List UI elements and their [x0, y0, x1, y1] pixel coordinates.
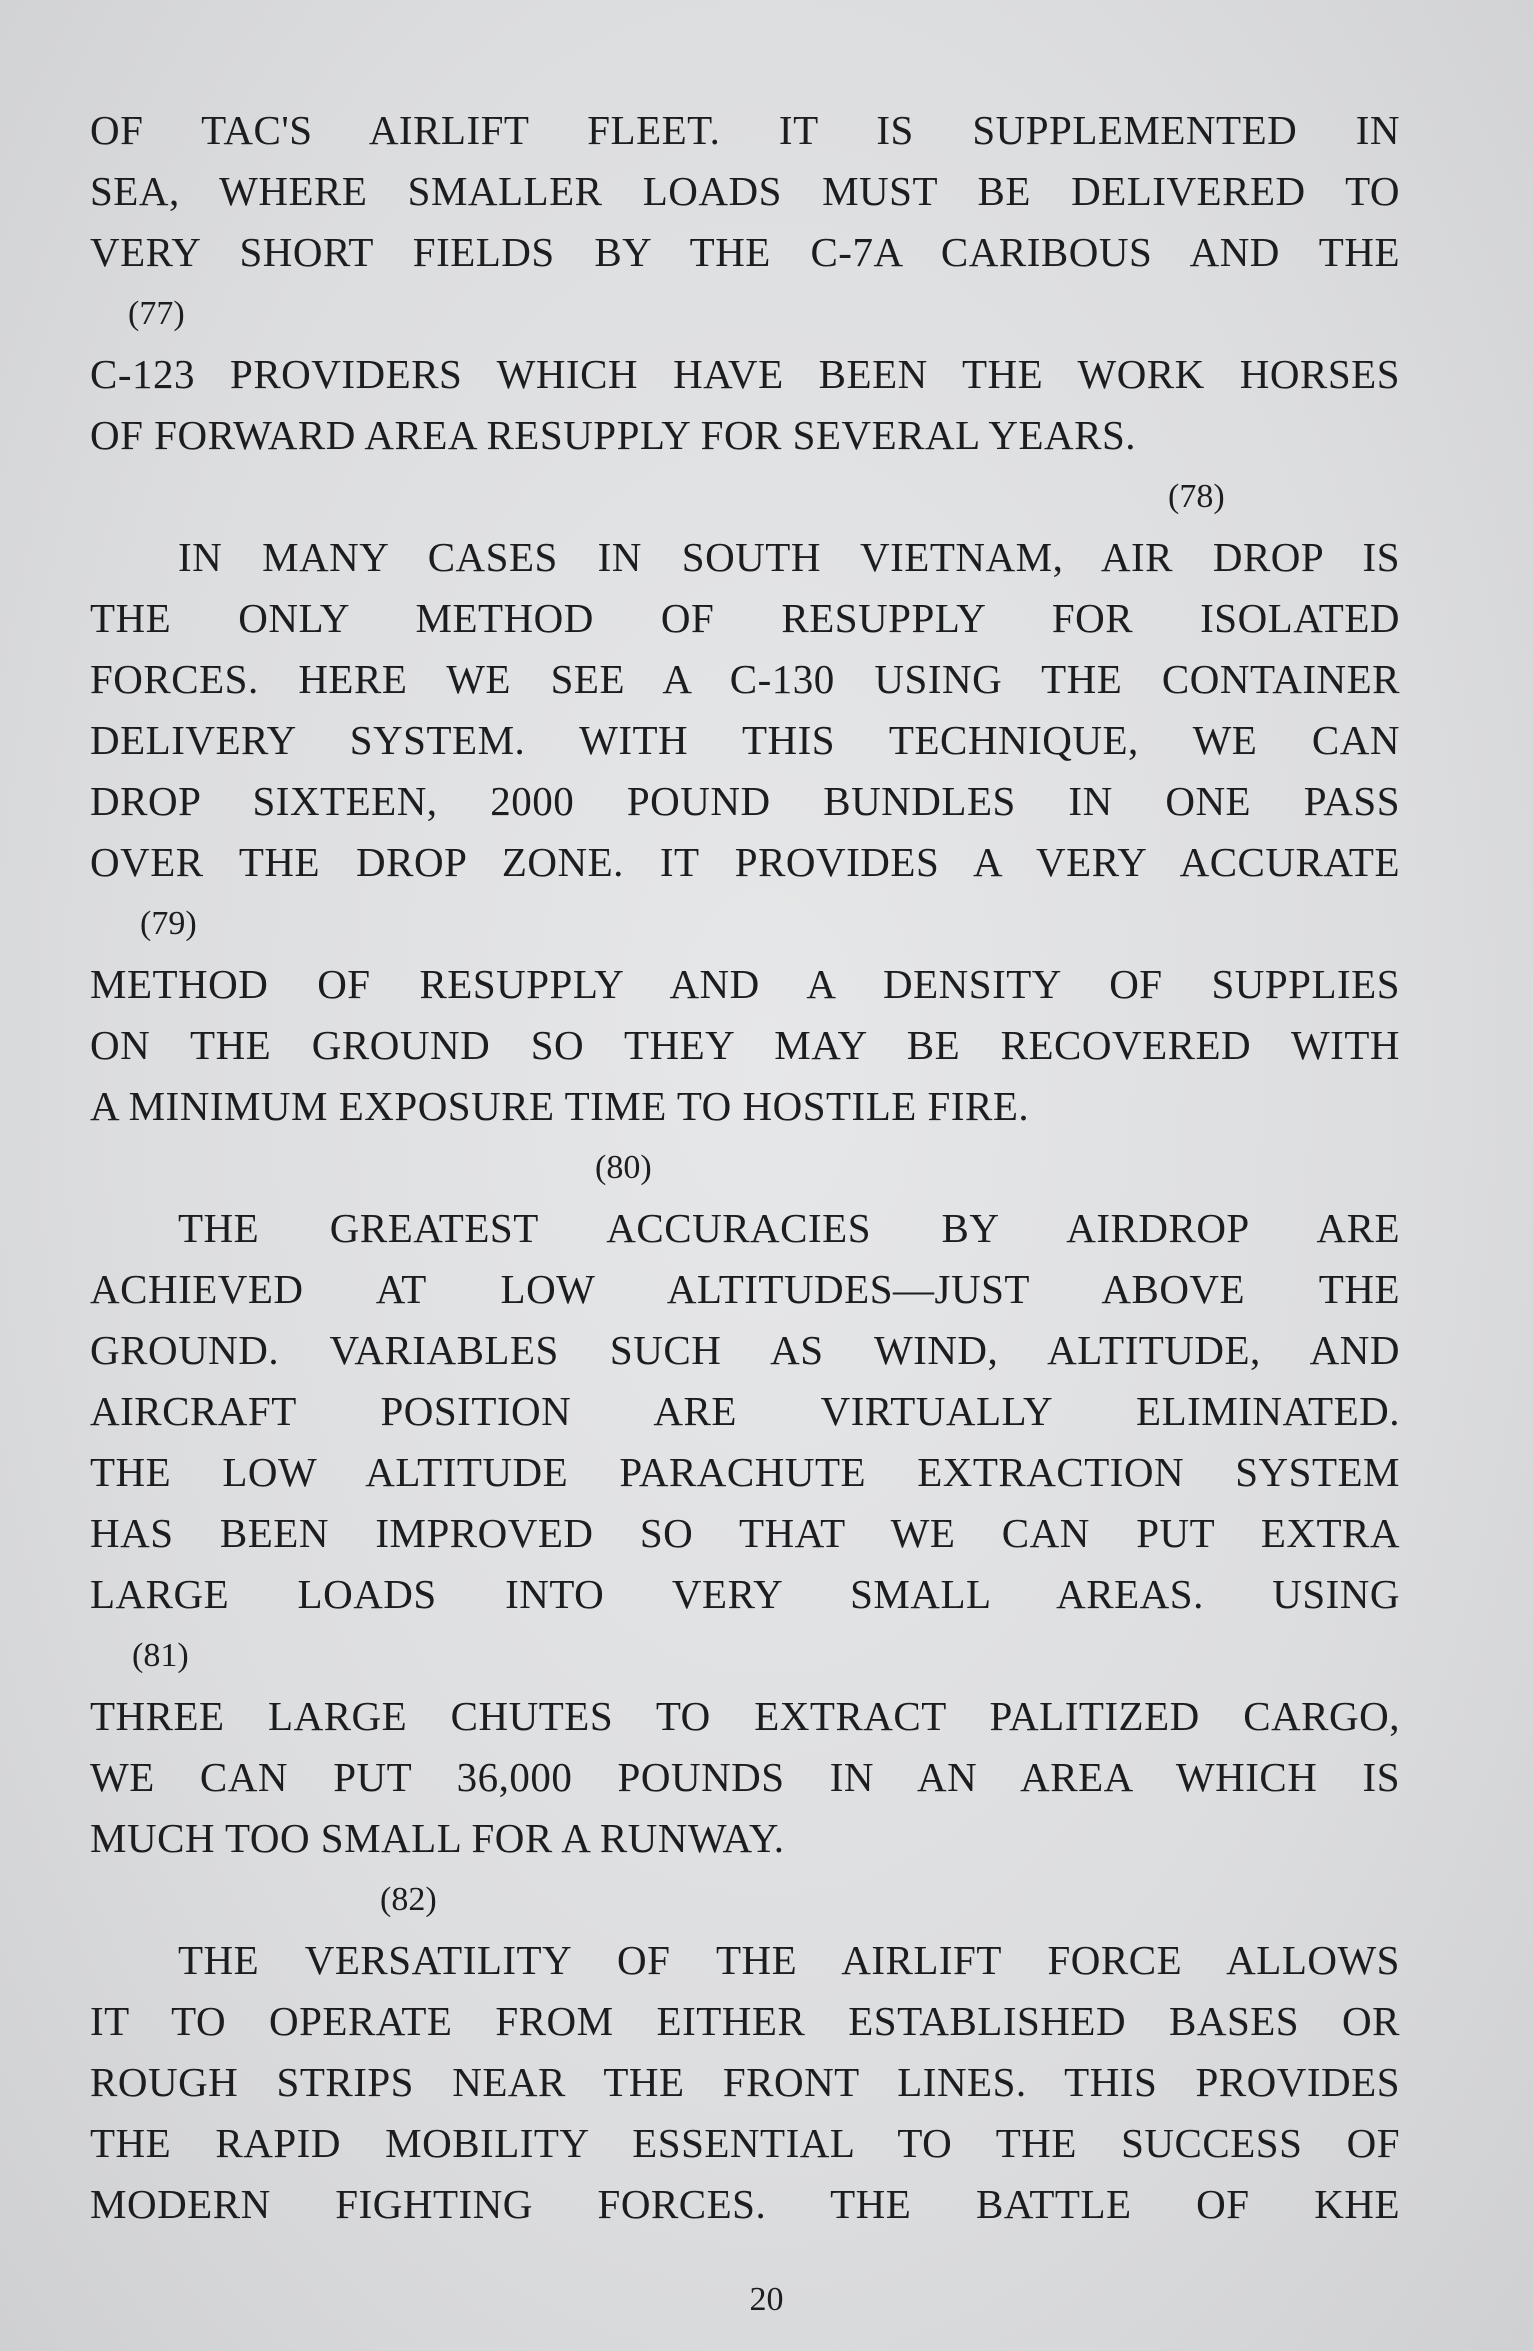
page-number: 20	[749, 2281, 784, 2318]
text-line: WE CAN PUT 36,000 POUNDS IN AN AREA WHICH IS	[90, 1754, 1400, 1800]
slide-marker-81: (81)	[132, 1637, 189, 1674]
text-line: MODERN FIGHTING FORCES. THE BATTLE OF KHE	[90, 2181, 1400, 2227]
text-line: LARGE LOADS INTO VERY SMALL AREAS. USING	[90, 1571, 1400, 1617]
text-line: ON THE GROUND SO THEY MAY BE RECOVERED WITH	[90, 1022, 1400, 1068]
text-line: METHOD OF RESUPPLY AND A DENSITY OF SUPPLIES	[90, 961, 1400, 1007]
slide-marker-78: (78)	[1168, 478, 1225, 515]
text-line: IT TO OPERATE FROM EITHER ESTABLISHED BASES OR	[90, 1998, 1400, 2044]
paragraph-4	[90, 954, 1400, 1137]
body-text	[90, 100, 1400, 2235]
text-line: HAS BEEN IMPROVED SO THAT WE CAN PUT EXTRA	[90, 1510, 1400, 1556]
text-line: OF FORWARD AREA RESUPPLY FOR SEVERAL YEARS.	[90, 412, 1137, 458]
text-line: C-123 PROVIDERS WHICH HAVE BEEN THE WORK HORSES	[90, 351, 1400, 397]
text-line: ACHIEVED AT LOW ALTITUDES—JUST ABOVE THE	[90, 1266, 1400, 1312]
paragraph-2	[90, 344, 1400, 466]
paragraph-5	[90, 1198, 1400, 1625]
text-line: IN MANY CASES IN SOUTH VIETNAM, AIR DROP IS	[178, 534, 1400, 580]
paragraph-7	[90, 1930, 1400, 2235]
text-line: AIRCRAFT POSITION ARE VIRTUALLY ELIMINATED.	[90, 1388, 1400, 1434]
text-line: SEA, WHERE SMALLER LOADS MUST BE DELIVERED TO	[90, 168, 1400, 214]
text-line: THE VERSATILITY OF THE AIRLIFT FORCE ALLOWS	[178, 1937, 1400, 1983]
text-line: THE ONLY METHOD OF RESUPPLY FOR ISOLATED	[90, 595, 1400, 641]
text-line: DROP SIXTEEN, 2000 POUND BUNDLES IN ONE PASS	[90, 778, 1400, 824]
text-line: FORCES. HERE WE SEE A C-130 USING THE CONTAINER	[90, 656, 1400, 702]
text-line: A MINIMUM EXPOSURE TIME TO HOSTILE FIRE.	[90, 1083, 1030, 1129]
text-line: THE GREATEST ACCURACIES BY AIRDROP ARE	[178, 1205, 1400, 1251]
text-line: DELIVERY SYSTEM. WITH THIS TECHNIQUE, WE CAN	[90, 717, 1400, 763]
paragraph-6	[90, 1686, 1400, 1869]
slide-marker-80: (80)	[595, 1149, 652, 1186]
slide-marker-79: (79)	[140, 905, 197, 942]
paragraph-3	[90, 527, 1400, 893]
slide-marker-77: (77)	[128, 295, 185, 332]
text-line: MUCH TOO SMALL FOR A RUNWAY.	[90, 1815, 785, 1861]
text-line: THE LOW ALTITUDE PARACHUTE EXTRACTION SYSTEM	[90, 1449, 1400, 1495]
text-line: OVER THE DROP ZONE. IT PROVIDES A VERY ACCURATE	[90, 839, 1400, 885]
slide-marker-82: (82)	[380, 1881, 437, 1918]
text-line: THE RAPID MOBILITY ESSENTIAL TO THE SUCCESS OF	[90, 2120, 1400, 2166]
text-line: ROUGH STRIPS NEAR THE FRONT LINES. THIS PROVIDES	[90, 2059, 1400, 2105]
text-line: OF TAC'S AIRLIFT FLEET. IT IS SUPPLEMENTED IN	[90, 107, 1400, 153]
text-line: VERY SHORT FIELDS BY THE C-7A CARIBOUS AND THE	[90, 229, 1400, 275]
text-line: GROUND. VARIABLES SUCH AS WIND, ALTITUDE, AND	[90, 1327, 1400, 1373]
text-line: THREE LARGE CHUTES TO EXTRACT PALITIZED CARGO,	[90, 1693, 1400, 1739]
paragraph-1	[90, 100, 1400, 283]
